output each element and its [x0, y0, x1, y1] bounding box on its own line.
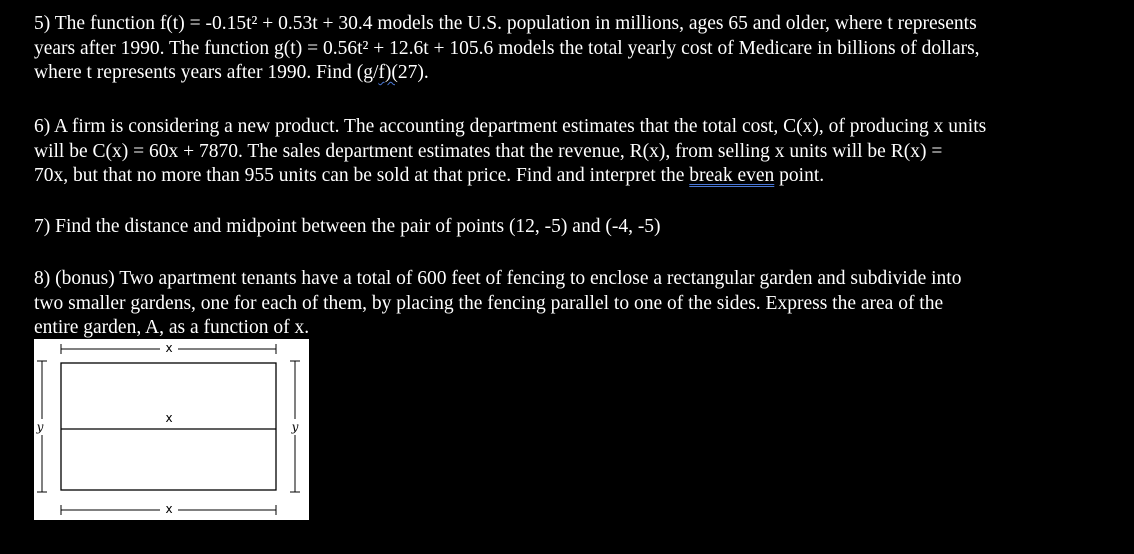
problem-5-line-1: 5) The function f(t) = -0.15t² + 0.53t + 30.4 models the U.S. population in millions, ages 65 and older, where t represents [34, 13, 977, 34]
top-x-label: x [165, 341, 173, 355]
grammar-flag[interactable]: break even [689, 165, 775, 186]
problem-5-line-3-end: 27). [397, 62, 429, 83]
problem-7-line-1: 7) Find the distance and midpoint between the pair of points (12, -5) and (-4, -5) [34, 216, 661, 237]
problem-6-line-3-text: 70x, but that no more than 955 units can be sold at that price. Find and interpret the [34, 165, 690, 186]
problem-8-line-3: entire garden, A, as a function of x. [34, 317, 310, 338]
problem-6-line-3-end: point. [774, 165, 825, 186]
problem-5-line-3 [34, 61, 1126, 86]
problem-8-line-1: 8) (bonus) Two apartment tenants have a total of 600 feet of fencing to enclose a rectangular garden and subdivide into [34, 268, 962, 289]
garden-outline [61, 363, 276, 490]
garden-diagram-svg [34, 339, 309, 520]
problem-6-line-1: 6) A firm is considering a new product. The accounting department estimates that the total cost, C(x), of producing x units [34, 116, 987, 137]
right-y-label: y [291, 420, 299, 434]
problem-6 [34, 115, 1126, 189]
problem-8-line-2: two smaller gardens, one for each of them, by placing the fencing parallel to one of the sides. Express the area of the [34, 292, 944, 314]
garden-diagram [34, 339, 309, 520]
problem-8 [34, 267, 1126, 341]
problem-6-line-2: will be C(x) = 60x + 7870. The sales department estimates that the revenue, R(x), from selling x units will be R(x) = [34, 140, 943, 162]
middle-x-label: x [165, 411, 173, 425]
problem-5-line-3-text: where t represents years after 1990. Find (g/ [34, 62, 379, 83]
spellcheck-flag[interactable]: f)( [378, 62, 398, 83]
problem-7 [34, 215, 1126, 240]
left-y-label: y [36, 420, 44, 434]
problem-5 [34, 12, 1126, 86]
bottom-x-label: x [165, 502, 173, 516]
problem-6-line-3 [34, 164, 1126, 189]
problem-5-line-2: years after 1990. The function g(t) = 0.56t² + 12.6t + 105.6 models the total yearly cost of Medicare in billions of dollars, [34, 37, 980, 59]
